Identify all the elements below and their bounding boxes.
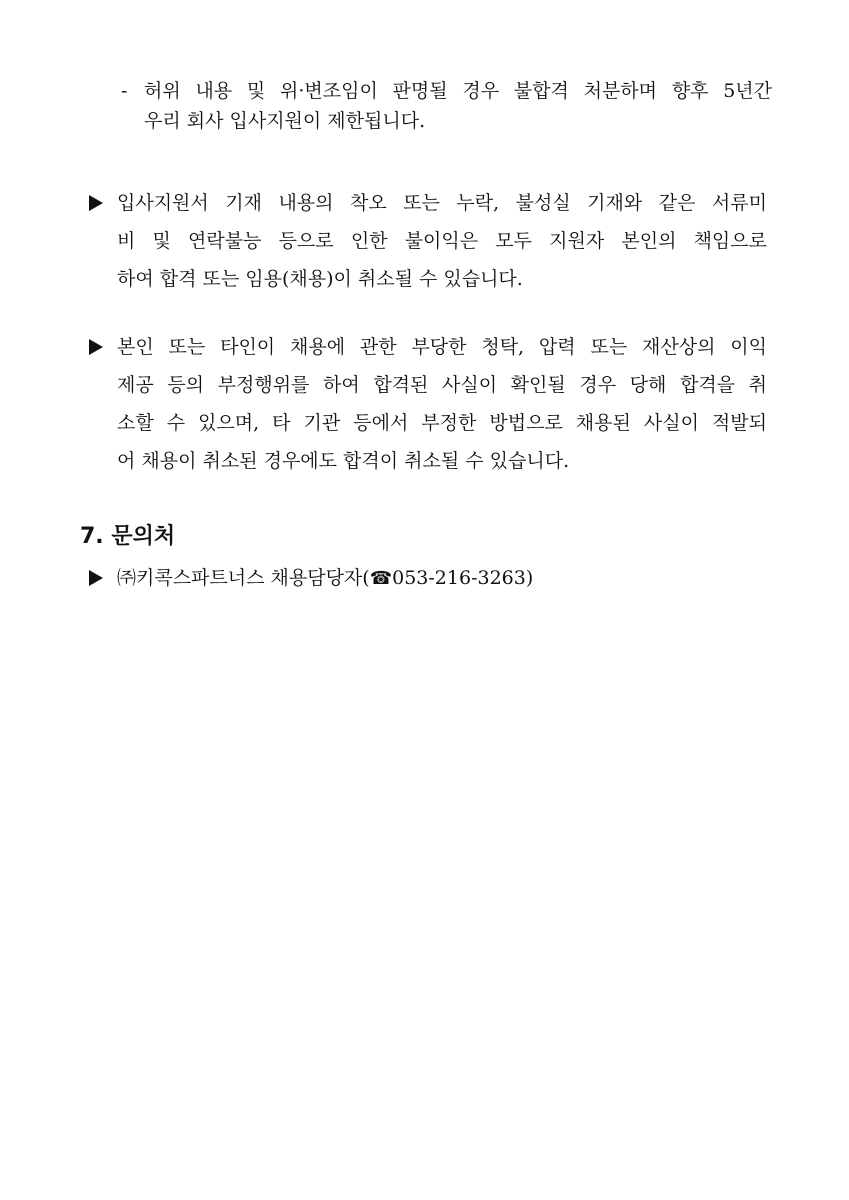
contact-close-paren: ) [525, 567, 534, 589]
note-line-2: 우리 회사 입사지원이 제한됩니다. [144, 110, 426, 132]
paragraph-line: 비 및 연락불능 등으로 인한 불이익은 모두 지원자 본인의 책임으로 [117, 230, 767, 252]
section-heading-contact: 7. 문의처 [80, 524, 176, 549]
note-dash: - [121, 80, 128, 102]
contact-info [117, 566, 533, 591]
phone-icon: ☎ [369, 568, 393, 589]
contact-phone: 053-216-3263 [392, 567, 526, 589]
contact-company: ㈜키콕스파트너스 채용담당자( [117, 567, 370, 589]
note-line-1: 허위 내용 및 위·변조임이 판명될 경우 불합격 처분하며 향후 5년간 [144, 80, 772, 102]
paragraph-line: 본인 또는 타인이 채용에 관한 부당한 청탁, 압력 또는 재산상의 이익 [117, 336, 767, 358]
paragraph-line: 어 채용이 취소된 경우에도 합격이 취소될 수 있습니다. [117, 450, 570, 472]
paragraph-line: 하여 합격 또는 임용(채용)이 취소될 수 있습니다. [117, 268, 523, 290]
bullet-triangle-icon [89, 195, 103, 211]
paragraph-line: 제공 등의 부정행위를 하여 합격된 사실이 확인될 경우 당해 합격을 취 [117, 374, 767, 396]
paragraph-line: 입사지원서 기재 내용의 착오 또는 누락, 불성실 기재와 같은 서류미 [117, 192, 767, 214]
bullet-triangle-icon [89, 570, 103, 586]
paragraph-line: 소할 수 있으며, 타 기관 등에서 부정한 방법으로 채용된 사실이 적발되 [117, 412, 767, 434]
bullet-triangle-icon [89, 339, 103, 355]
